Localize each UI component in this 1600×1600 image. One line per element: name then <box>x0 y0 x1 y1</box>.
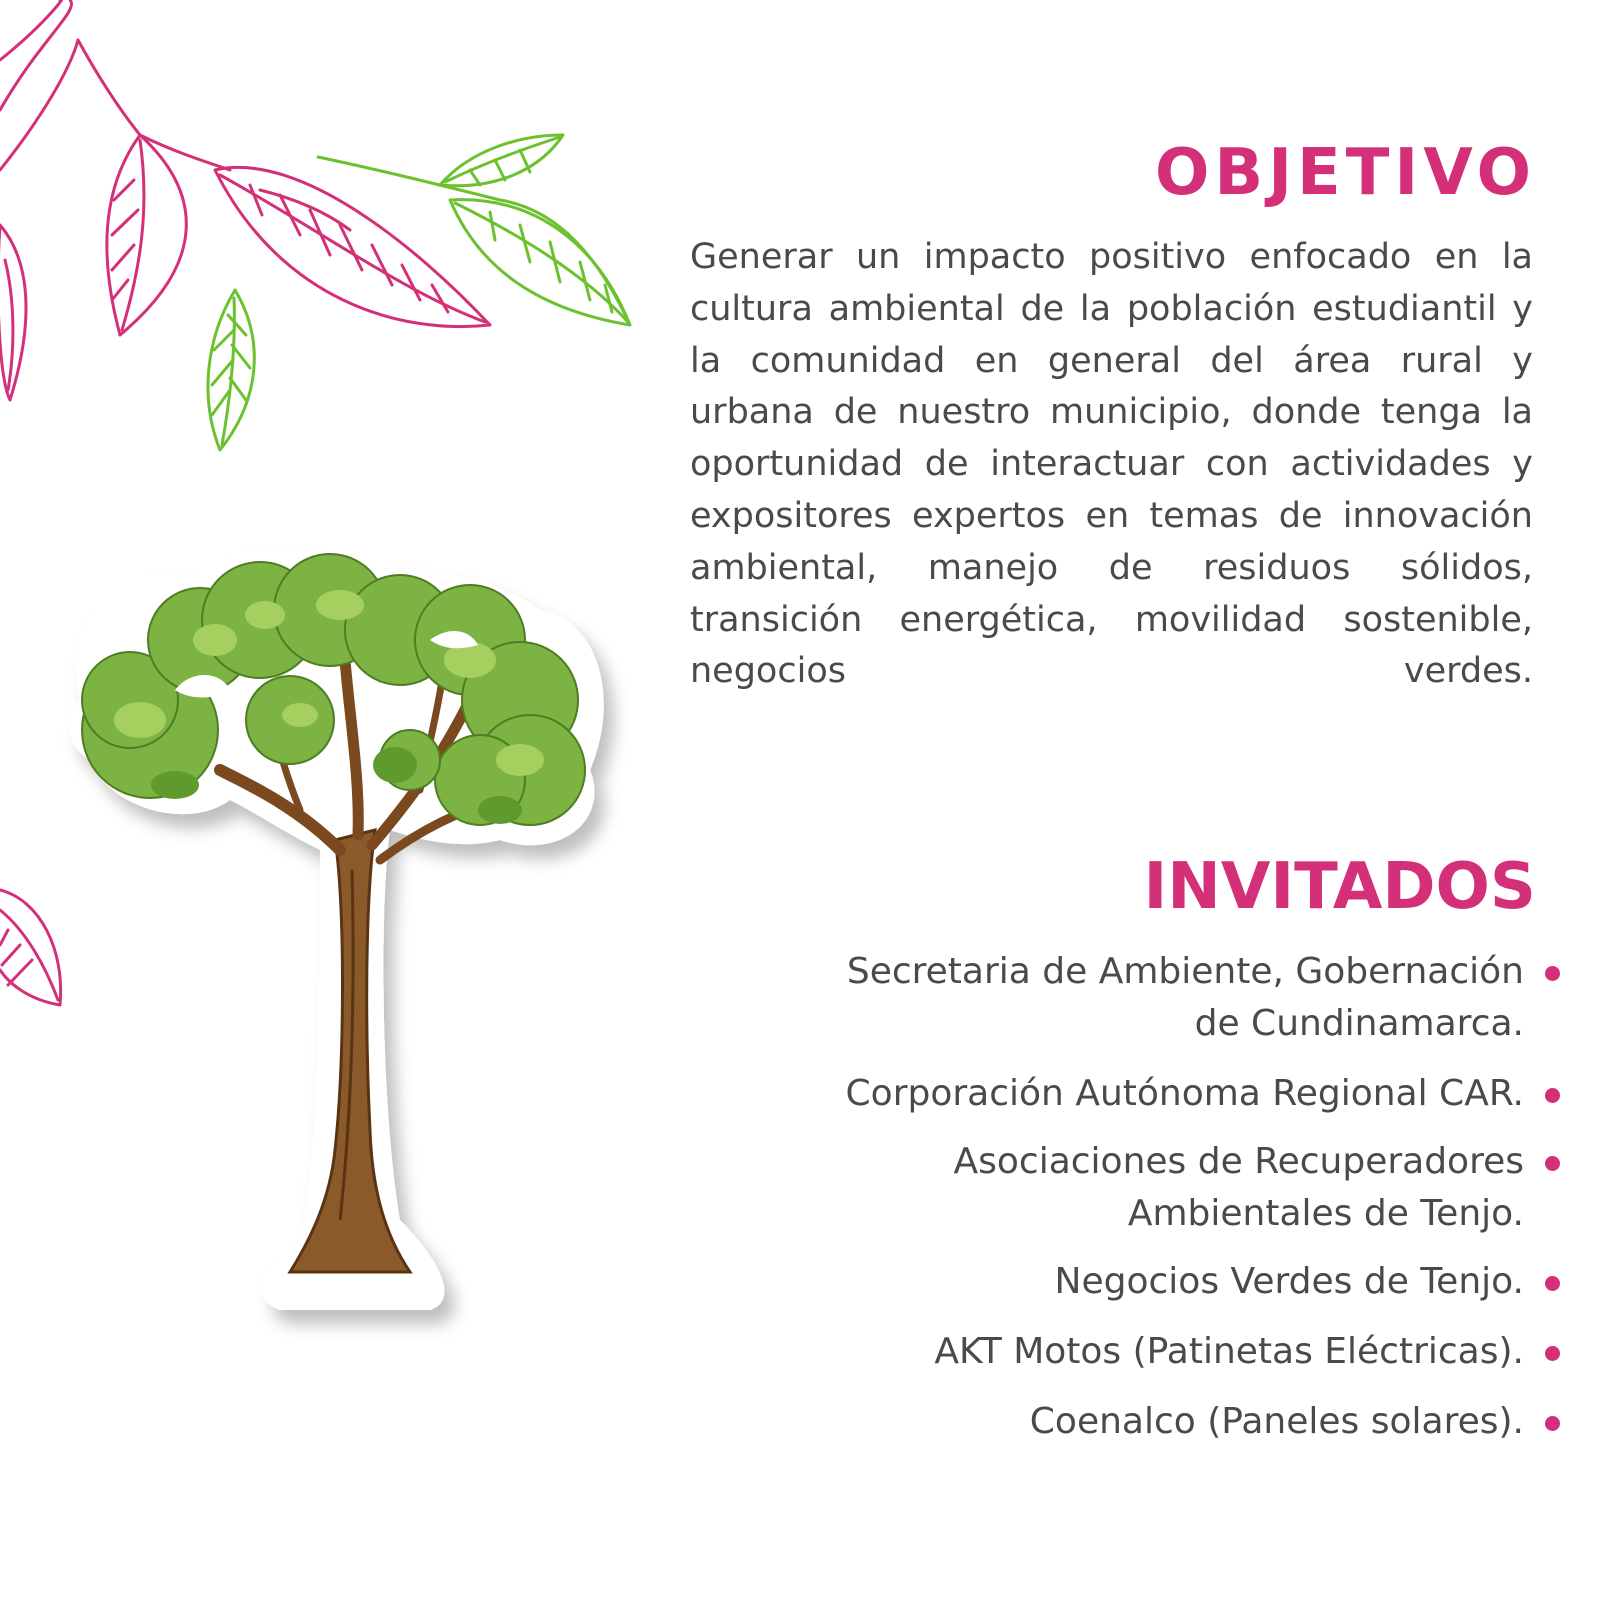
bullet-dot-icon <box>1545 966 1560 981</box>
guest-item-secretaria-ambiente <box>847 946 1560 1050</box>
guest-text <box>847 946 1560 1050</box>
guest-line-1: Corporación Autónoma Regional CAR. <box>845 1073 1524 1114</box>
bullet-dot-icon <box>1545 1088 1560 1103</box>
guest-item-akt-motos <box>934 1326 1560 1378</box>
guest-item-negocios-verdes <box>1055 1256 1560 1308</box>
guest-line-1: AKT Motos (Patinetas Eléctricas). <box>934 1331 1524 1372</box>
bullet-dot-icon <box>1545 1276 1560 1291</box>
objetivo-heading: OBJETIVO <box>1155 136 1536 210</box>
bullet-dot-icon <box>1545 1156 1560 1171</box>
guest-item-coenalco <box>1030 1396 1560 1448</box>
pink-leaf-branch-icon <box>0 0 490 1005</box>
guest-line-1: Secretaria de Ambiente, Gobernación <box>846 951 1524 992</box>
objetivo-text: Generar un impacto positivo enfocado en la cultura ambiental de la población estudiantil y la comunidad en general del área rural y urbana de nuestro municipio, donde tenga la oportunidad de interactuar con actividades y expositores expertos en temas de innovación ambiental, manejo de residuos sólidos, transición energética, movilidad sostenible, negocios verdes. <box>690 237 1533 692</box>
guest-line-1: Asociaciones de Recuperadores <box>953 1141 1524 1182</box>
bullet-dot-icon <box>1545 1346 1560 1361</box>
bullet-dot-icon <box>1545 1416 1560 1431</box>
guest-item-car <box>846 1068 1560 1120</box>
invitados-heading: INVITADOS <box>1143 850 1536 924</box>
guest-line-2: de Cundinamarca. <box>1194 1003 1524 1044</box>
guest-line-2: Ambientales de Tenjo. <box>1127 1193 1524 1234</box>
tree-sticker-icon <box>69 549 604 1310</box>
guest-text <box>954 1136 1561 1240</box>
guest-text <box>846 1068 1560 1120</box>
guest-text <box>1030 1396 1560 1448</box>
guest-item-recuperadores <box>954 1136 1561 1240</box>
guest-line-1: Coenalco (Paneles solares). <box>1029 1401 1524 1442</box>
guest-text <box>1055 1256 1560 1308</box>
guest-line-1: Negocios Verdes de Tenjo. <box>1054 1261 1524 1302</box>
guest-text <box>934 1326 1560 1378</box>
